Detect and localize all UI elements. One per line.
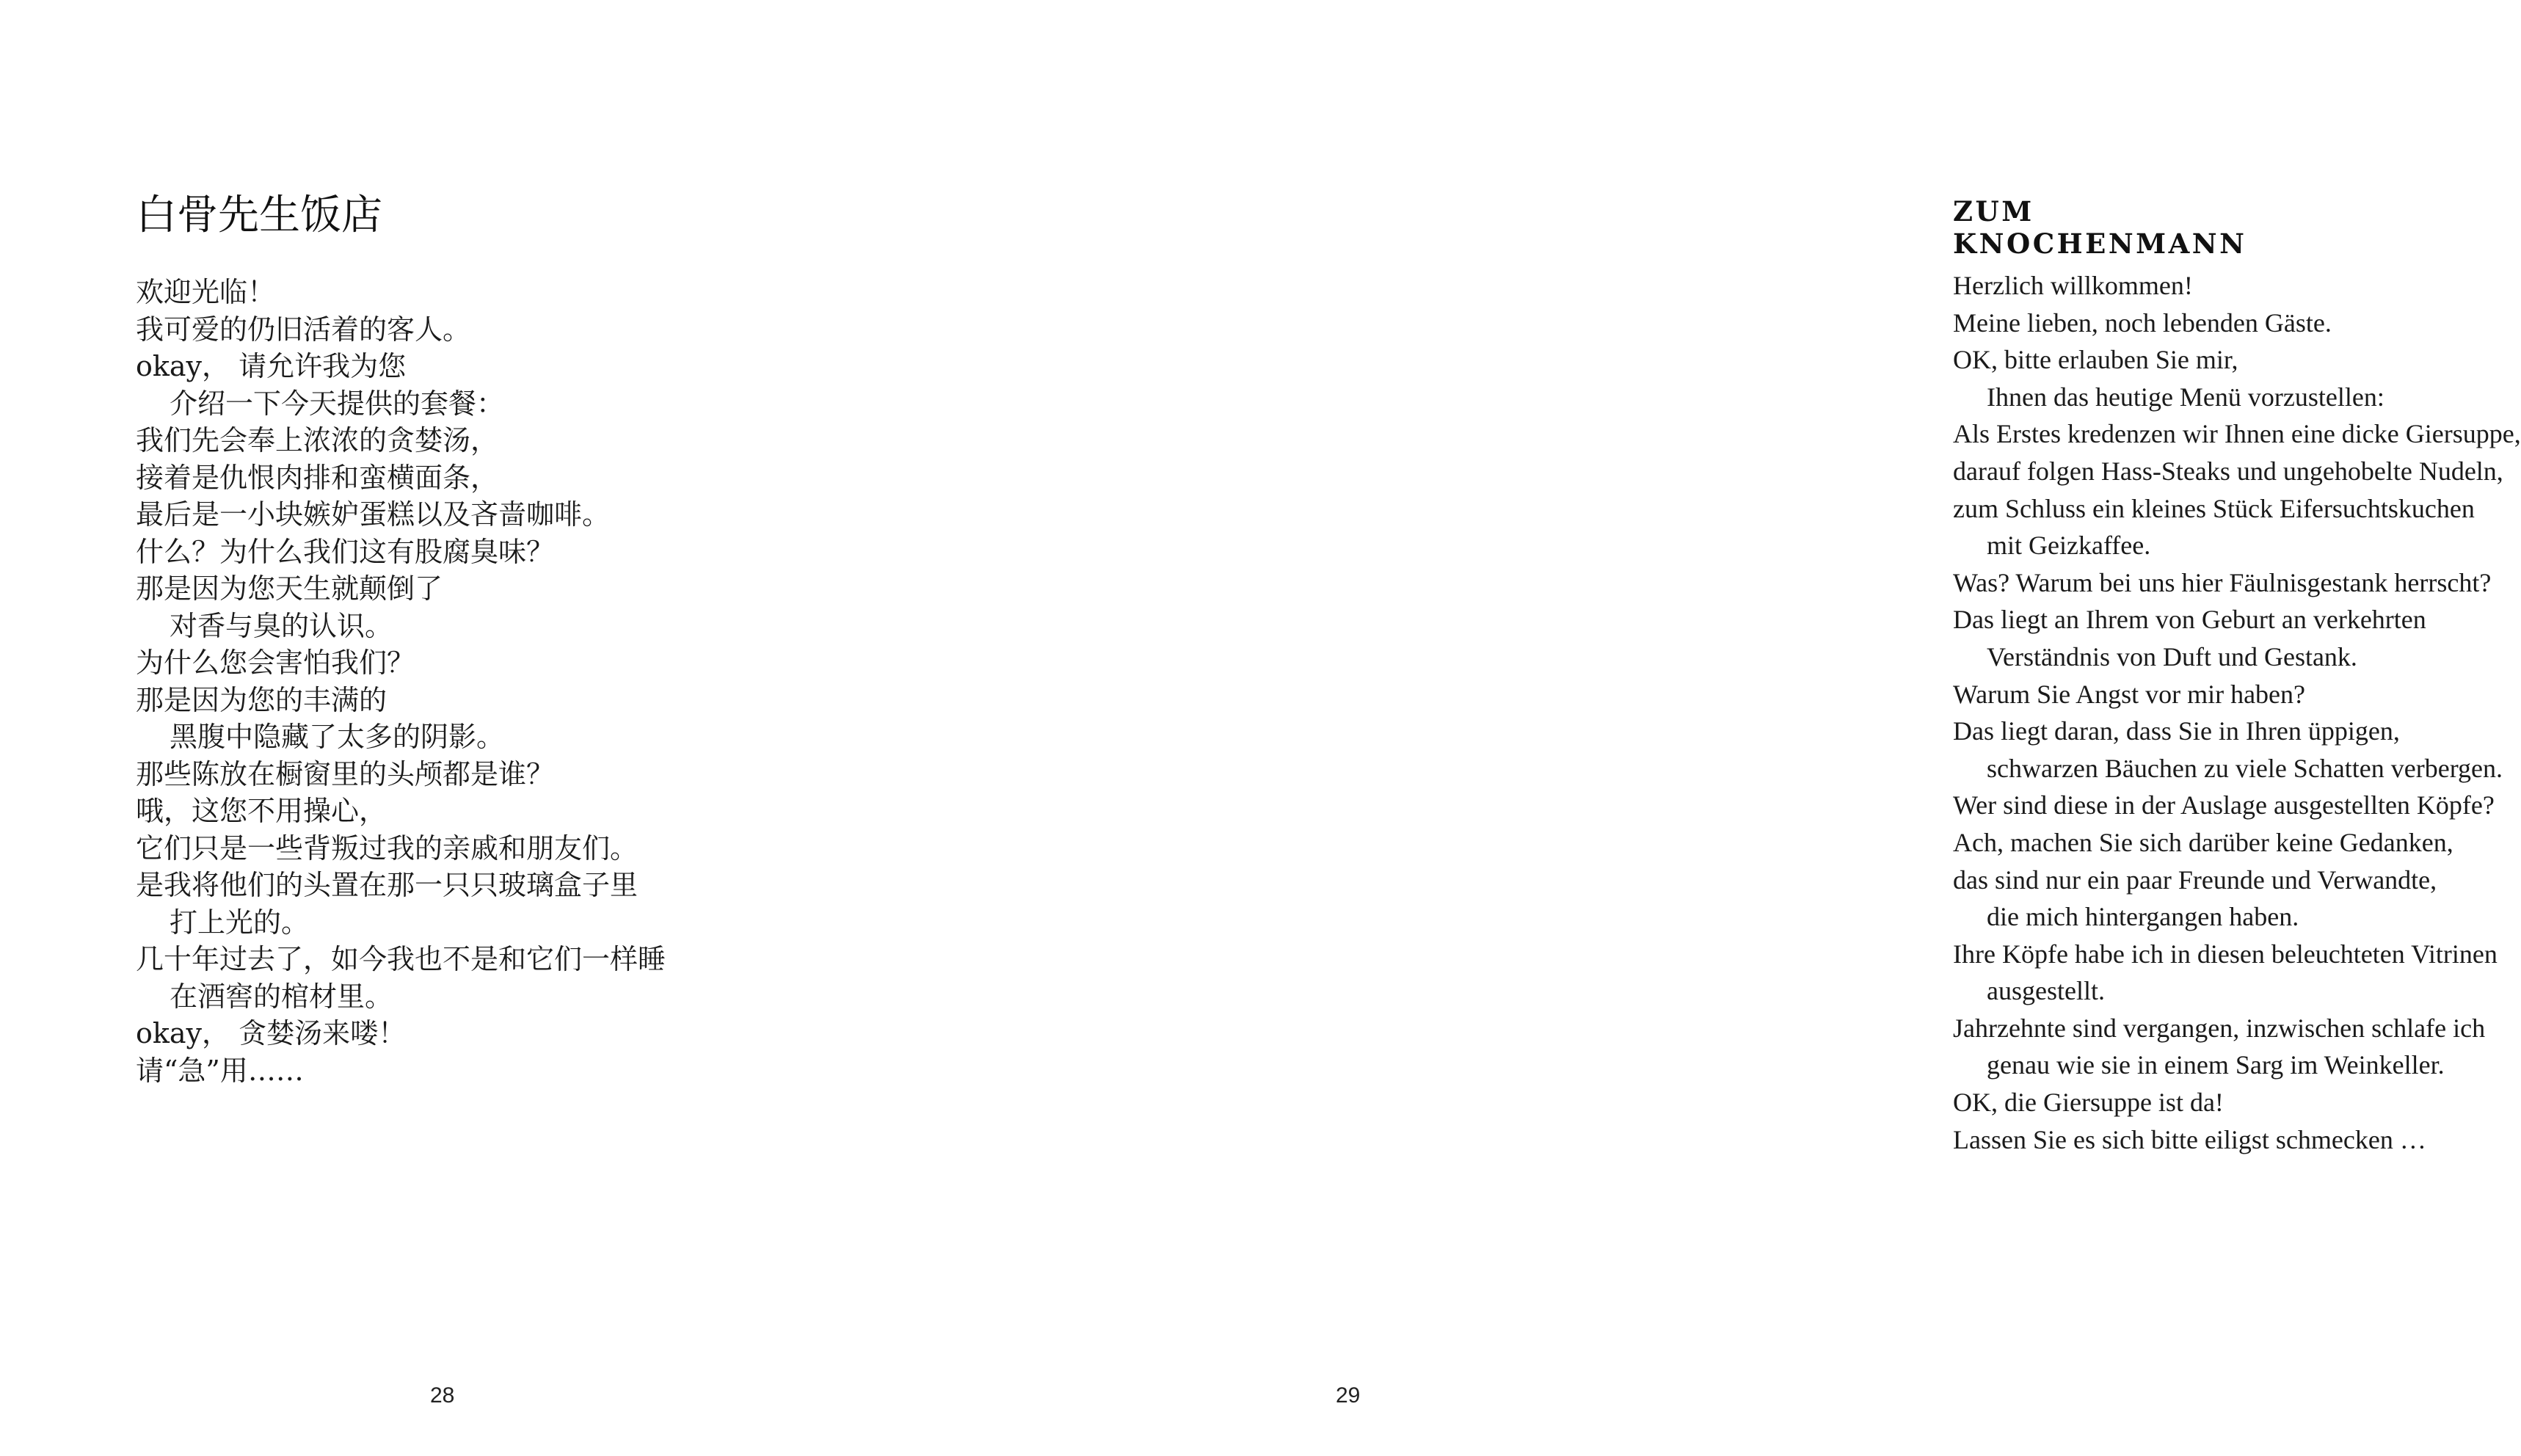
poem-line: 几十年过去了，如今我也不是和它们一样睡	[136, 943, 666, 975]
chinese-poem-body	[136, 274, 666, 1089]
poem-line: okay， 请允许我为您	[136, 350, 407, 382]
poem-line: 那是因为您的丰满的	[136, 683, 388, 716]
poem-line: Ihnen das heutige Menü vorzustellen:	[1987, 382, 2384, 412]
poem-line: 对香与臭的认识。	[170, 609, 393, 642]
poem-line: Meine lieben, noch lebenden Gäste.	[1953, 307, 2332, 338]
poem-line: 最后是一小块嫉妒蛋糕以及吝啬咖啡。	[136, 498, 611, 531]
poem-line: 那是因为您天生就颠倒了	[136, 572, 443, 605]
poem-line: Verständnis von Duft und Gestank.	[1987, 641, 2357, 671]
poem-line: Was? Warum bei uns hier Fäulnisgestank herrscht?	[1953, 567, 2492, 597]
poem-line: schwarzen Bäuchen zu viele Schatten verbergen.	[1987, 753, 2503, 783]
poem-line: OK, die Giersuppe ist da!	[1953, 1088, 2224, 1118]
poem-line: Lassen Sie es sich bitte eiligst schmecken …	[1953, 1124, 2426, 1154]
poem-line: 那些陈放在橱窗里的头颅都是谁？	[136, 757, 555, 790]
page-number-right: 29	[1336, 1383, 1361, 1408]
poem-line: 接着是仇恨肉排和蛮横面条，	[136, 461, 499, 494]
poem-line: Das liegt an Ihrem von Geburt an verkehrten	[1953, 605, 2426, 635]
poem-line: 哦，这您不用操心，	[136, 795, 388, 827]
poem-line: mit Geizkaffee.	[1987, 531, 2151, 561]
poem-line: Wer sind diese in der Auslage ausgestellten Köpfe?	[1953, 790, 2495, 820]
poem-line: darauf folgen Hass-Steaks und ungehobelte Nudeln,	[1953, 456, 2503, 486]
poem-line: Herzlich willkommen!	[1953, 271, 2193, 300]
poem-line: 什么？为什么我们这有股腐臭味？	[136, 535, 555, 568]
left-page	[0, 0, 898, 1456]
poem-line: 我们先会奉上浓浓的贪婪汤，	[136, 424, 499, 456]
poem-line: 介绍一下今天提供的套餐：	[170, 387, 505, 420]
poem-line: Das liegt daran, dass Sie in Ihren üppigen,	[1953, 716, 2400, 746]
german-poem-body	[1953, 267, 2521, 1158]
poem-line: Jahrzehnte sind vergangen, inzwischen schlafe ich	[1953, 1013, 2486, 1043]
poem-line: 是我将他们的头置在那一只只玻璃盒子里	[136, 869, 639, 901]
poem-line: 为什么您会害怕我们？	[136, 647, 415, 679]
poem-line: Als Erstes kredenzen wir Ihnen eine dicke Giersuppe,	[1953, 419, 2521, 449]
poem-line: genau wie sie in einem Sarg im Weinkeller.	[1987, 1050, 2445, 1080]
poem-line: Ach, machen Sie sich darüber keine Gedanken,	[1953, 827, 2453, 857]
poem-line: Warum Sie Angst vor mir haben?	[1953, 679, 2306, 709]
poem-line: 它们只是一些背叛过我的亲戚和朋友们。	[136, 831, 639, 864]
german-poem-title: ZUM KNOCHENMANN	[1953, 195, 2247, 260]
poem-line: zum Schluss ein kleines Stück Eifersuchtskuchen	[1953, 493, 2475, 523]
right-page	[898, 0, 2521, 1456]
poem-line: 打上光的。	[170, 906, 310, 939]
poem-line: 我可爱的仍旧活着的客人。	[136, 313, 471, 346]
poem-line: okay， 贪婪汤来喽！	[136, 1017, 407, 1049]
poem-line: Ihre Köpfe habe ich in diesen beleuchteten Vitrinen	[1953, 939, 2498, 969]
page-number-left: 28	[430, 1383, 455, 1408]
poem-line: ausgestellt.	[1987, 976, 2105, 1006]
poem-line: 请“急”用……	[136, 1054, 304, 1087]
poem-line: 欢迎光临！	[136, 276, 276, 308]
poem-line: 黑腹中隐藏了太多的阴影。	[170, 721, 505, 753]
poem-line: das sind nur ein paar Freunde und Verwandte,	[1953, 864, 2437, 895]
poem-line: 在酒窖的棺材里。	[170, 980, 393, 1013]
chinese-poem-title: 白骨先生饭店	[136, 192, 382, 239]
poem-line: die mich hintergangen haben.	[1987, 902, 2299, 932]
poem-line: OK, bitte erlauben Sie mir,	[1953, 345, 2238, 375]
